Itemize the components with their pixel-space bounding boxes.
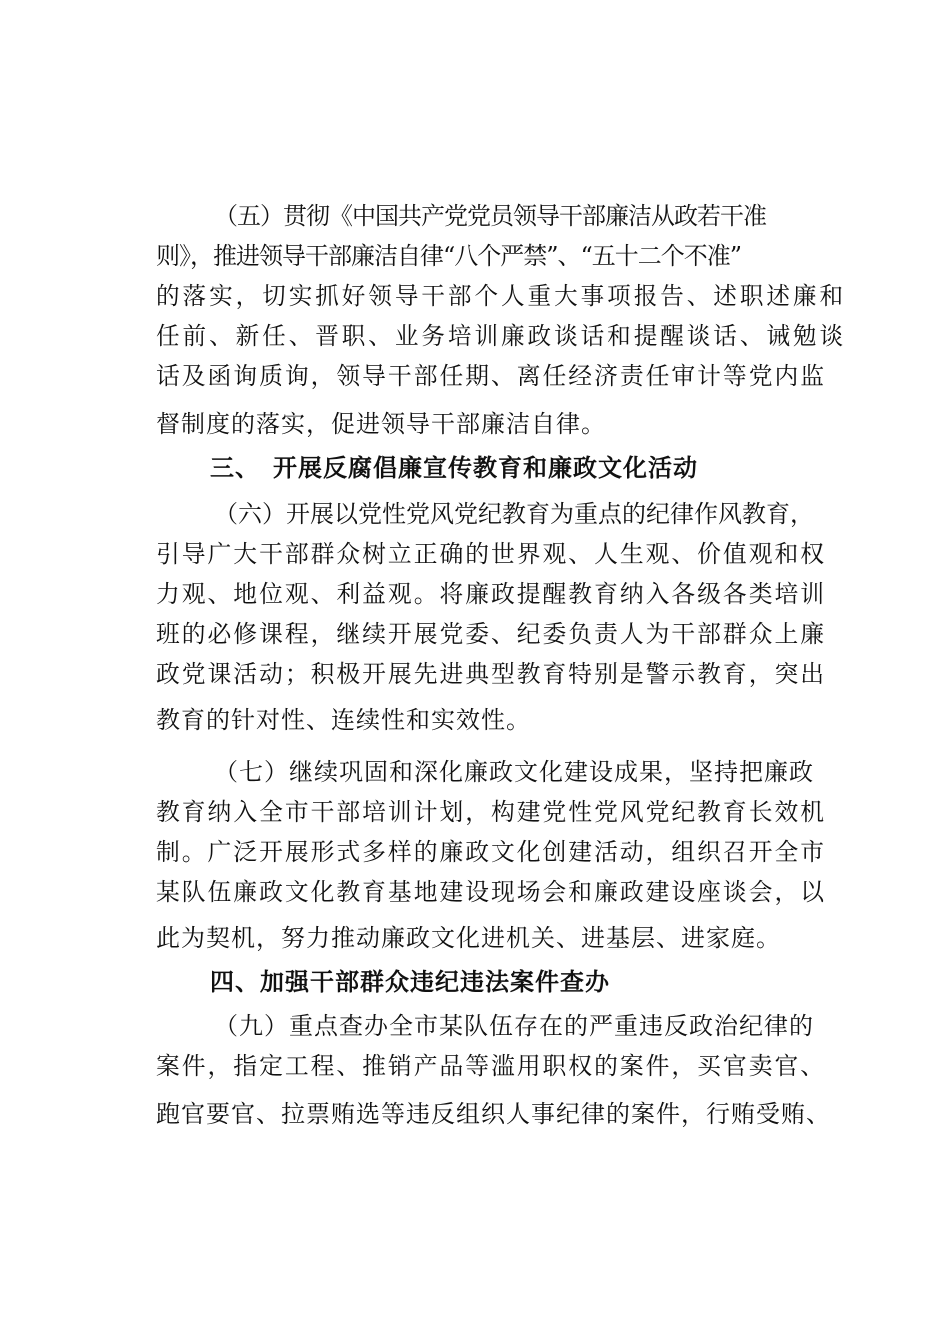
text-line — [0, 752, 950, 792]
text-line — [0, 236, 950, 276]
line-text: （七）继续巩固和深化廉政文化建设成果，坚持把廉政 — [214, 758, 814, 786]
text-line — [0, 1094, 950, 1134]
text-line — [0, 494, 950, 534]
line-text: 案件，指定工程、推销产品等滥用职权的案件，买官卖官、 — [156, 1052, 826, 1080]
line-text: 教育纳入全市干部培训计划，构建党性党风党纪教育长效机 — [156, 798, 826, 826]
text-line — [0, 316, 950, 356]
line-text: 引导广大干部群众树立正确的世界观、人生观、价值观和权 — [156, 540, 826, 568]
text-line — [0, 832, 950, 872]
line-text: （六）开展以党性党风党纪教育为重点的纪律作风教育， — [214, 500, 814, 528]
line-text: （五）贯彻《中国共产党党员领导干部廉洁从政若干准 — [214, 202, 766, 230]
text-line — [0, 792, 950, 832]
text-line — [0, 700, 950, 740]
line-text: 话及函询质询，领导干部任期、离任经济责任审计等党内监 — [156, 362, 826, 390]
heading-text: 三、 开展反腐倡廉宣传教育和廉政文化活动 — [210, 454, 698, 482]
text-line — [0, 1006, 950, 1046]
line-text: 则》，推进领导干部廉洁自律“八个严禁”、“五十二个不准” — [156, 242, 742, 270]
text-line — [0, 276, 950, 316]
line-text: 教育的针对性、连续性和实效性。 — [156, 706, 531, 734]
text-line — [0, 534, 950, 574]
heading-text: 四、加强干部群众违纪违法案件查办 — [210, 968, 610, 996]
text-line — [0, 654, 950, 694]
line-text: 任前、新任、晋职、业务培训廉政谈话和提醒谈话、诫勉谈 — [156, 322, 846, 350]
text-line — [0, 918, 950, 958]
text-line — [0, 356, 950, 396]
line-text: 班的必修课程，继续开展党委、纪委负责人为干部群众上廉 — [156, 620, 826, 648]
line-text: 跑官要官、拉票贿选等违反组织人事纪律的案件，行贿受贿、 — [156, 1100, 831, 1128]
text-line — [0, 614, 950, 654]
line-text: 此为契机，努力推动廉政文化进机关、进基层、进家庭。 — [156, 924, 781, 952]
text-line — [0, 1046, 950, 1086]
line-text: 某队伍廉政文化教育基地建设现场会和廉政建设座谈会，以 — [156, 878, 826, 906]
section-heading — [0, 962, 950, 1002]
line-text: 制。广泛开展形式多样的廉政文化创建活动，组织召开全市 — [156, 838, 826, 866]
line-text: 力观、地位观、利益观。将廉政提醒教育纳入各级各类培训 — [156, 580, 826, 608]
text-line — [0, 872, 950, 912]
text-line — [0, 574, 950, 614]
line-text: （九）重点查办全市某队伍存在的严重违反政治纪律的 — [214, 1012, 814, 1040]
text-line — [0, 404, 950, 444]
section-heading — [0, 448, 950, 488]
line-text: 的落实，切实抓好领导干部个人重大事项报告、述职述廉和 — [156, 282, 846, 310]
line-text: 政党课活动；积极开展先进典型教育特别是警示教育，突出 — [156, 660, 826, 688]
line-text: 督制度的落实，促进领导干部廉洁自律。 — [156, 410, 606, 438]
text-line — [0, 196, 950, 236]
